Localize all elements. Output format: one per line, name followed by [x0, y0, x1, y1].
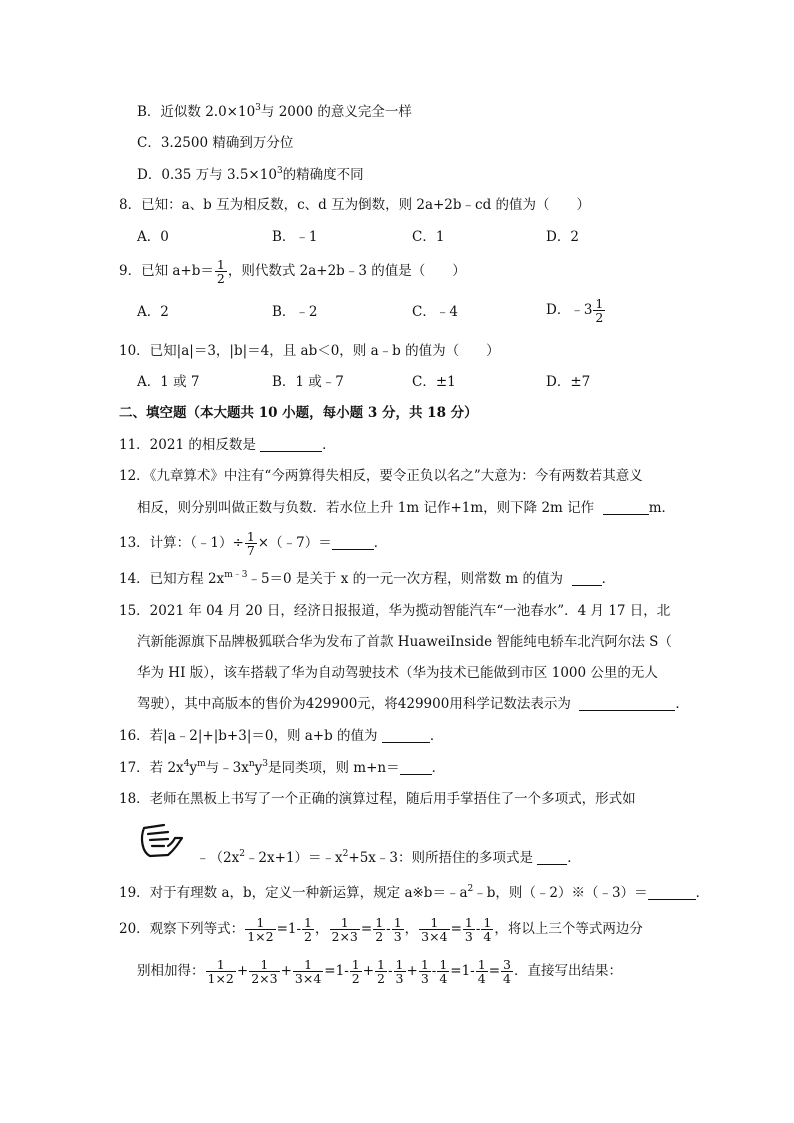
- q8-option-a: A．0: [137, 229, 169, 245]
- q10-option-d: D．±7: [546, 374, 591, 390]
- q15-line3: 华为 HI 版），该车搭载了华为自动驾驶技术（华为技术已能做到市区 1000 公里的无人: [137, 665, 658, 681]
- q10-option-c: C．±1: [412, 374, 456, 390]
- q8-stem: 8．已知：a、b 互为相反数，c、d 互为倒数，则 2a+2b﹣cd 的值为（ ）: [119, 197, 591, 213]
- q8-option-c: C．1: [412, 229, 445, 245]
- answer-blank: [572, 571, 602, 586]
- q16: 16．若|a﹣2|+|b+3|＝0，则 a+b 的值为 ．: [119, 728, 444, 744]
- answer-blank: [260, 437, 322, 452]
- q9-option-a: A．2: [137, 304, 169, 320]
- answer-blank: [382, 728, 430, 743]
- q15-line4: 驾驶），其中高版本的售价为429900元，将429900用科学记数法表示为 ．: [137, 696, 689, 712]
- q15-line2: 汽新能源旗下品牌极狐联合华为发布了首款 HuaweiInside 智能纯电轿车北汽阿尔法 S（: [137, 634, 672, 650]
- answer-blank: [332, 535, 374, 550]
- q7-option-d: D．0.35 万与 $3.5\times 10^3$的精确度不同: [137, 166, 364, 183]
- q12-line2: 相反，则分别叫做正数与负数．若水位上升 1m 记作+1m，则下降 2m 记作 m．: [137, 500, 676, 516]
- q7-option-b: B．近似数 $2.0\times 10^3$与 2000 的意义完全一样: [137, 103, 412, 120]
- q9-stem: 9．已知 a+b＝ $\frac{1}{2}$ ，则代数式 2a+2b﹣3 的值是（ ）: [119, 257, 466, 286]
- answer-blank: [400, 760, 432, 775]
- q9-option-d: D．﹣3 $\frac{1}{2}$: [546, 296, 604, 325]
- q18-line2: $﹣(2x^2﹣2x+1)=﹣x^2+5x﹣3$：则所捂住的多项式是 ．: [196, 849, 581, 866]
- q18-line1: 18．老师在黑板上书写了一个正确的演算过程，随后用手掌捂住了一个多项式，形式如: [119, 791, 636, 807]
- answer-blank: [537, 850, 567, 865]
- q20-line2: 别相加得： $\frac{1}{1\times 2}$ + $\frac{1}{2\times 3}$ + $\frac{1}{3\times 4}$ =1- $\frac{1}{2}$ + $\frac{1}{2}$ - $\frac{1}{3}$ + $\frac{1}{3}$ - $\frac{1}{4}$ =1- $\frac{1}{4}$ = $\frac{3}{4}$ ．直接写出结果：: [137, 957, 622, 986]
- q15-line1: 15．2021 年 04 月 20 日，经济日报报道，华为揽动智能汽车“一池春水”．4 月 17 日，北: [119, 603, 671, 619]
- hand-icon: [138, 822, 188, 862]
- answer-blank: [648, 885, 696, 900]
- answer-blank: [579, 696, 675, 711]
- q10-option-b: B．1 或﹣7: [272, 374, 344, 390]
- q7-option-c: C．3.2500 精确到万分位: [137, 135, 294, 151]
- q17: 17．若 $2x^4y^m$与$﹣3x^ny^3$是同类项，则 m+n＝ ．: [119, 759, 446, 776]
- q13: 13．计算：（﹣1）÷ $\frac{1}{7}$ ×（﹣7）＝ ．: [119, 529, 388, 558]
- q12-line1: 12．《九章算术》中注有“今两算得失相反，要令正负以名之”大意为：今有两数若其意义: [119, 468, 643, 484]
- q10-stem: 10．已知|a|＝3，|b|＝4，且 ab＜0，则 a﹣b 的值为（ ）: [119, 343, 500, 359]
- answer-blank: [603, 500, 649, 515]
- q8-option-b: B．﹣1: [272, 229, 318, 245]
- q10-option-a: A．1 或 7: [137, 374, 200, 390]
- q19: 19．对于有理数 a，b，定义一种新运算，规定 $a※b=﹣a^2﹣b$，则（﹣2）※（﹣3）＝ ．: [119, 884, 710, 901]
- q9-option-b: B．﹣2: [272, 304, 318, 320]
- q20-line1: 20．观察下列等式： $\frac{1}{1\times 2}$ =1- $\frac{1}{2}$ ， $\frac{1}{2\times 3}$ = $\frac{1}{2}$ - $\frac{1}{3}$ ， $\frac{1}{3\times 4}$ = $\frac{1}{3}$ - $\frac{1}{4}$ ，将以上三个等式两边分: [119, 915, 643, 944]
- q9-option-c: C．﹣4: [412, 304, 458, 320]
- q9-fraction: $\frac{1}{2}$: [216, 257, 225, 286]
- q14: 14．已知方程 $2x^{m﹣3}﹣5=0$ 是关于 x 的一元一次方程，则常数 m 的值为 ．: [119, 570, 616, 587]
- section-heading-fill-in: 二、填空题（本大题共 10 小题，每小题 3 分，共 18 分）: [119, 405, 478, 421]
- q11: 11．2021 的相反数是 ．: [119, 437, 336, 453]
- q8-option-d: D．2: [546, 229, 579, 245]
